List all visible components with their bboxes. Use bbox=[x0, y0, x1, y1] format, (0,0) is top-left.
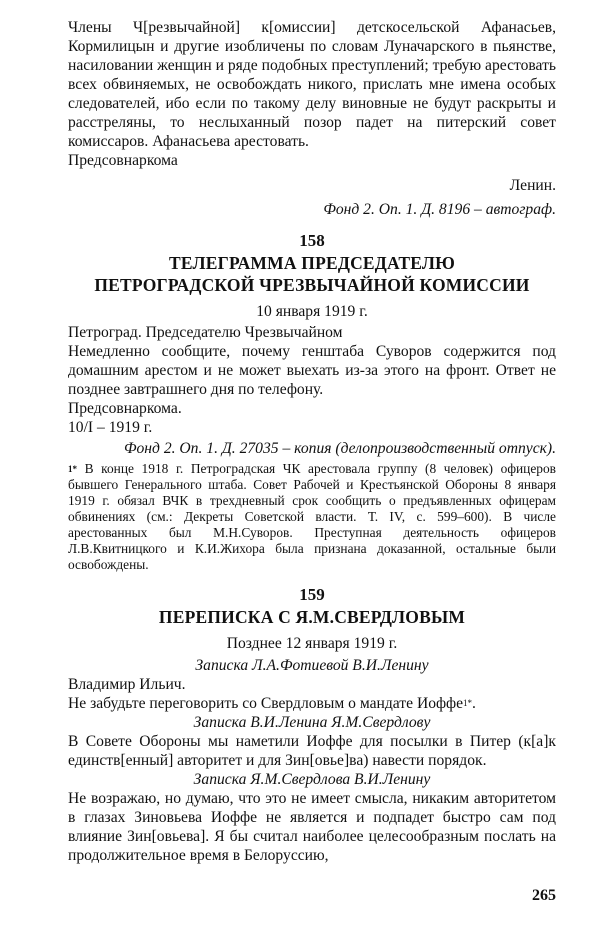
note1-heading: Записка Л.А.Фотиевой В.И.Ленину bbox=[195, 657, 429, 674]
doc158-date: 10 января 1919 г. bbox=[256, 303, 368, 320]
doc158-title-line1: ТЕЛЕГРАММА ПРЕДСЕДАТЕЛЮ bbox=[168, 253, 456, 273]
doc158-sign-title: Предсовнаркома. bbox=[68, 400, 182, 417]
doc158-number: 158 bbox=[299, 231, 325, 250]
doc159-number: 159 bbox=[299, 585, 325, 604]
doc157-paragraph: Члены Ч[резвычайной] к[омиссии] детскосельской Афанасьев, Кормилицын и другие изобличены по словам Луначарского в пьянстве, насиловании женщин и ряде подобных преступлений; требую арестовать всех обвиняемых, не освобождать никого, прислать мне имена особых следователей, ибо если по такому делу виновные не будут раскрыты и расстреляны, то неслыханный позор падет на питерский совет комиссаров. Афанасьева арестовать. bbox=[68, 19, 556, 150]
footnote-text: В конце 1918 г. Петроградская ЧК арестовала группу (8 человек) офицеров бывшего Генерального штаба. Совет Рабочей и Крестьянской Обороны 8 января 1919 г. обязал ВЧК в трехдневный срок сообщить о предъявленных офицерам обвинениях (см.: Декреты Советской власти. Т. IV, с. 599–600). В числе арестованных был М.Н.Суворов. Преступная деятельность офицеров Л.В.Квитницкого и К.И.Жихора была признана доказанной, остальные были освобождены. bbox=[68, 461, 556, 572]
doc158-address: Петроград. Председателю Чрезвычайном bbox=[68, 324, 343, 341]
note1-line1: Владимир Ильич. bbox=[68, 676, 186, 693]
doc158-body: Немедленно сообщите, почему генштаба Суворов содержится под домашним арестом и не может выехать из-за этого на фронт. Ответ не позднее завтрашнего дня по телефону. bbox=[68, 343, 556, 398]
note2-body: В Совете Обороны мы наметили Иоффе для посылки в Питер (к[а]к единств[енный] авторитет и для Зин[овье]ва) навести порядок. bbox=[68, 733, 556, 769]
doc159-title: ПЕРЕПИСКА С Я.М.СВЕРДЛОВЫМ bbox=[158, 607, 466, 627]
doc158-source: Фонд 2. Оп. 1. Д. 27035 – копия (делопроизводственный отпуск). bbox=[123, 440, 556, 457]
note3-heading: Записка Я.М.Свердлова В.И.Ленину bbox=[193, 771, 431, 788]
page-content bbox=[68, 18, 556, 865]
footnote-mark: 1* bbox=[68, 464, 77, 474]
doc159-date: Позднее 12 января 1919 г. bbox=[226, 635, 398, 652]
doc158-title-line2: ПЕТРОГРАДСКОЙ ЧРЕЗВЫЧАЙНОЙ КОМИССИИ bbox=[94, 275, 530, 295]
page-number: 265 bbox=[532, 887, 556, 904]
doc157-source: Фонд 2. Оп. 1. Д. 8196 – автограф. bbox=[323, 201, 556, 218]
note2-heading: Записка В.И.Ленина Я.М.Свердлову bbox=[193, 714, 431, 731]
note3-body: Не возражаю, но думаю, что это не имеет смысла, никаким авторитетом в глазах Зиновьева Иоффе не является и подпадет быстро сам под влияние Зин[овьева]. Я бы считал наиболее целесообразным послать на продолжительное время в Белоруссию, bbox=[68, 790, 556, 864]
doc157-signature: Ленин. bbox=[509, 177, 556, 194]
note1-text: Не забудьте переговорить со Свердловым о мандате Иоффе bbox=[68, 695, 464, 712]
doc158-footnote bbox=[68, 461, 556, 573]
doc157-sign-title: Предсовнаркома bbox=[68, 152, 178, 169]
note1-line2: Не забудьте переговорить со Свердловым о мандате Иоффе$^{1*}$. bbox=[68, 695, 476, 712]
doc158-sign-date: 10/I – 1919 г. bbox=[68, 419, 153, 436]
note1-footnote-mark: 1* bbox=[463, 698, 473, 708]
